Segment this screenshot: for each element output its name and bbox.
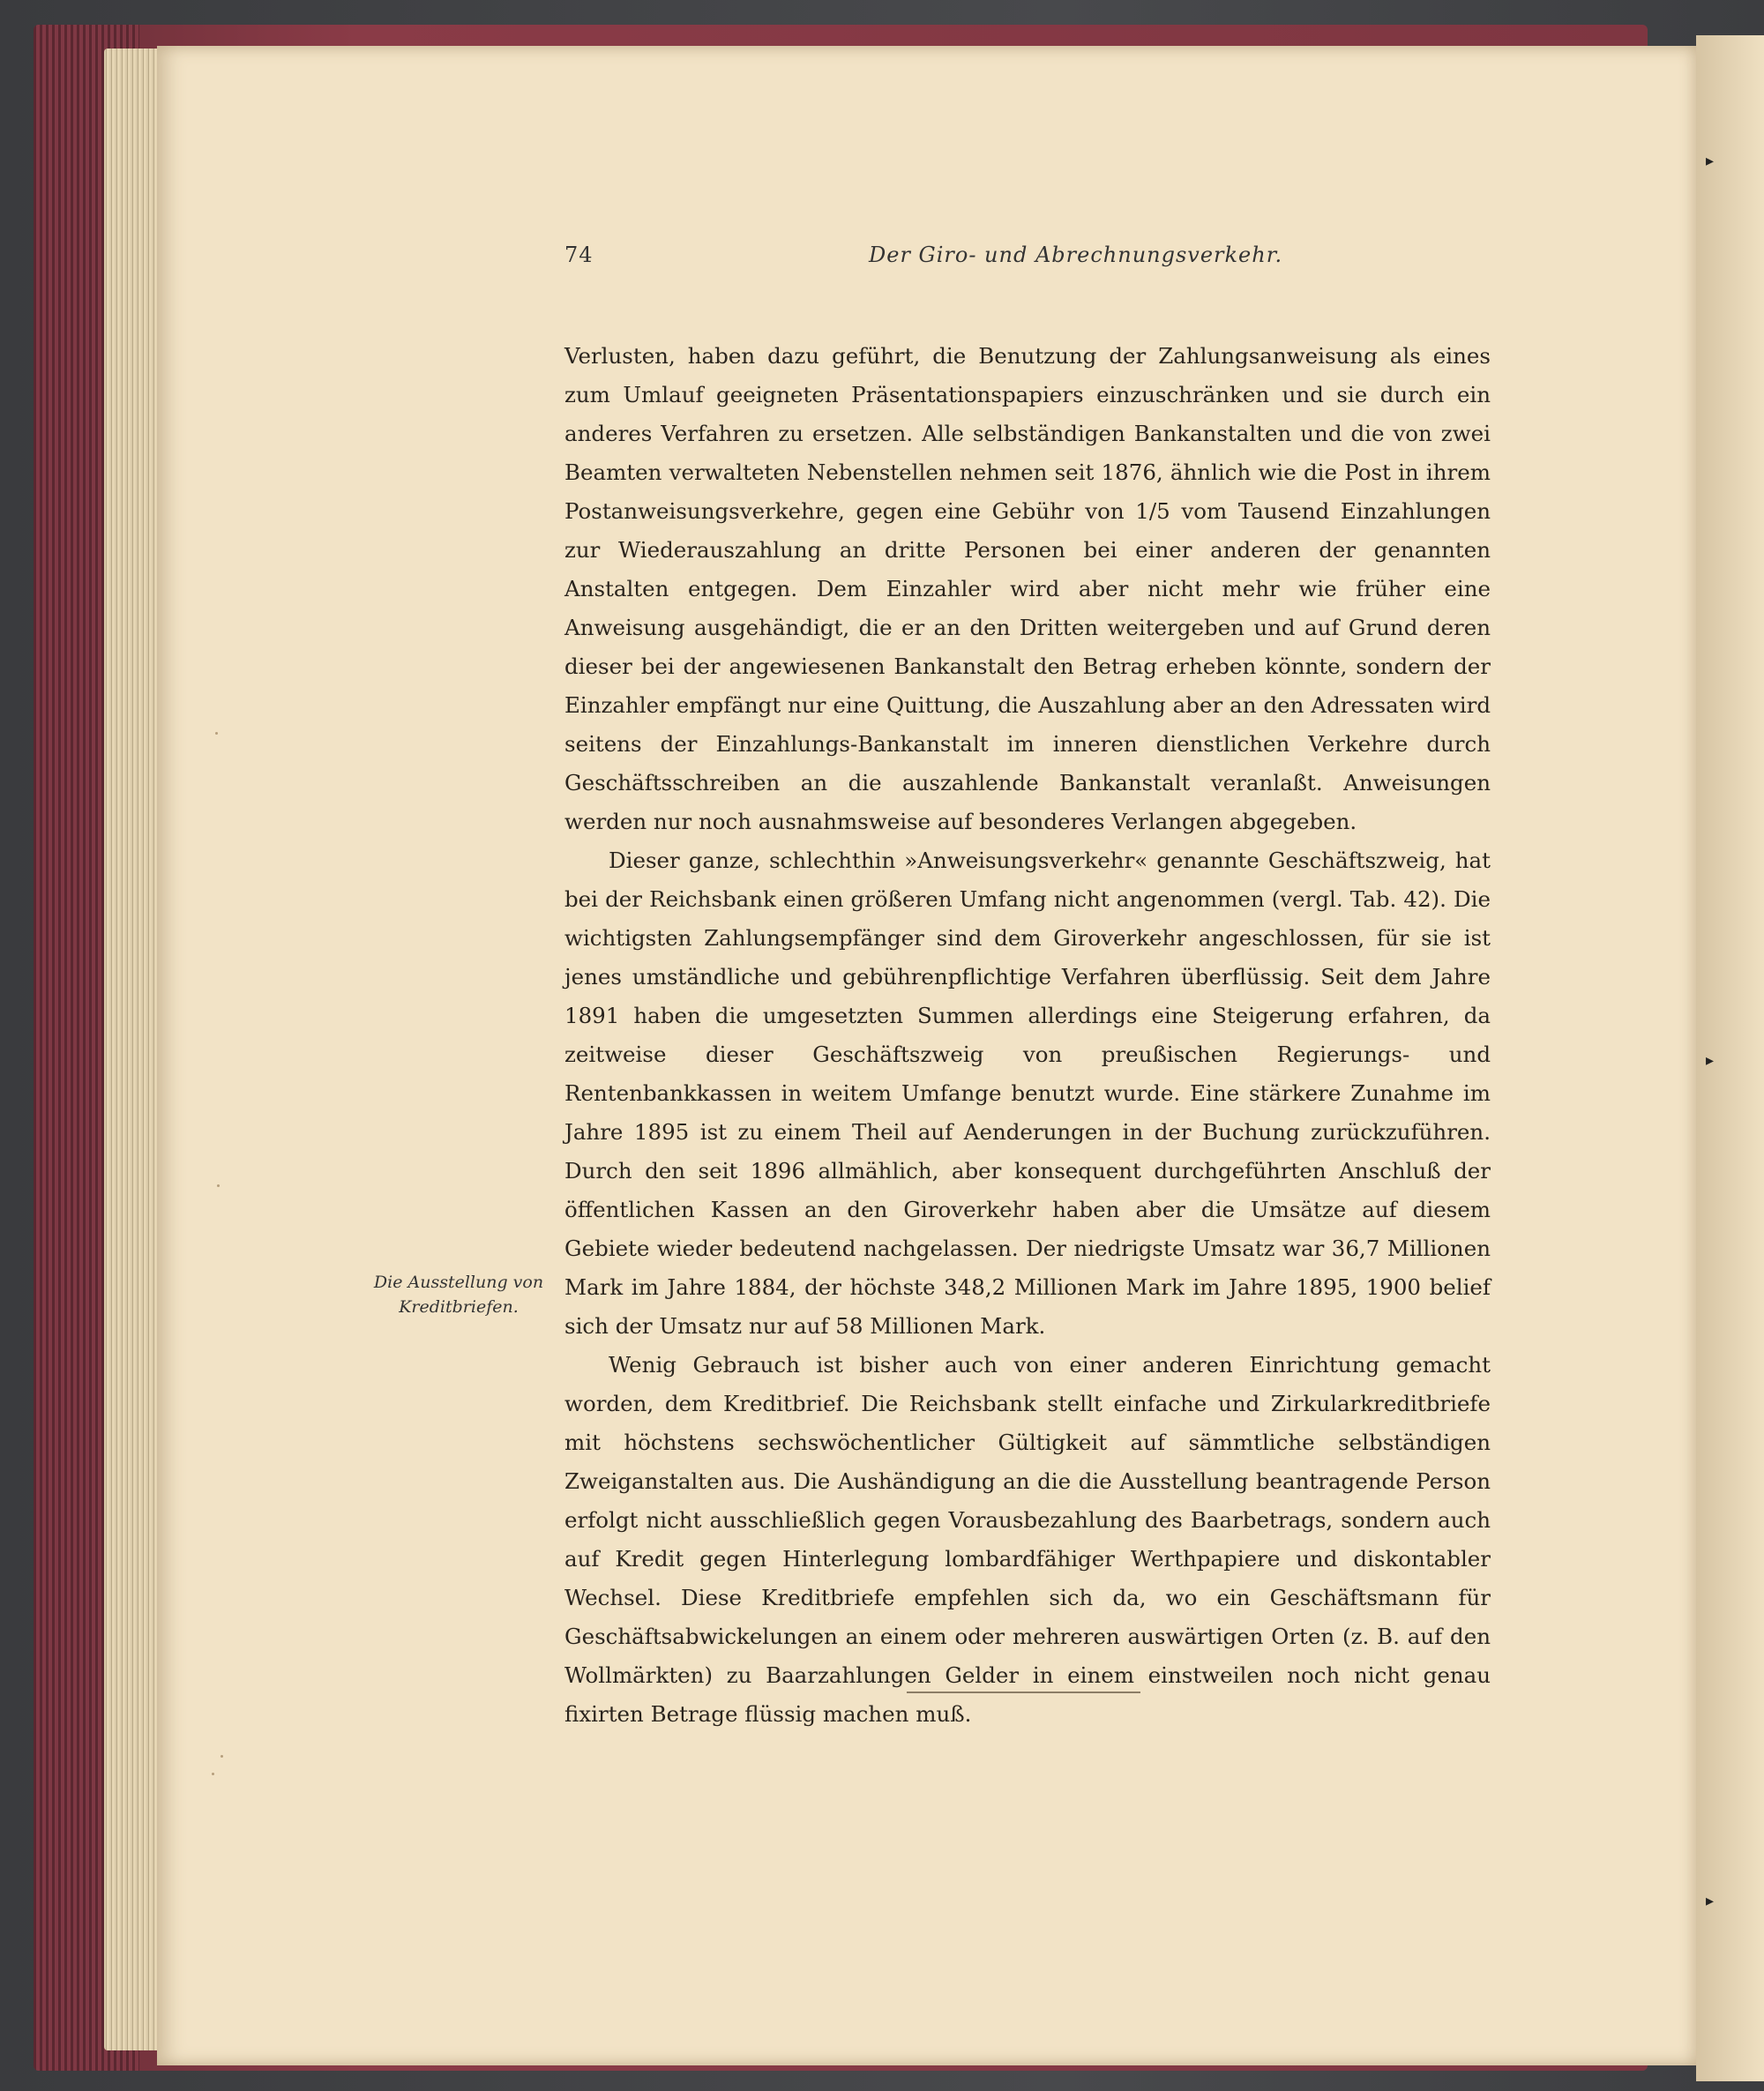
page-marker-mark: ▸ (1706, 152, 1715, 170)
running-head-title: Der Giro- und Abrechnungsverkehr. (869, 243, 1283, 267)
paper-speck (217, 1184, 220, 1187)
page-marker-mark: ▸ (1706, 1051, 1715, 1070)
running-header (564, 243, 1499, 278)
section-divider-rule (907, 1691, 1140, 1693)
body-text (564, 337, 1491, 1734)
page-number: 74 (564, 243, 594, 267)
page-marker-mark: ▸ (1706, 1892, 1715, 1910)
paper-speck (215, 732, 218, 735)
paper-speck (212, 1773, 214, 1775)
paragraph: Dieser ganze, schlechthin »Anweisungsverkehr« genannte Geschäftszweig, hat bei der Reichsbank einen größeren Umfang nicht angenommen (vergl. Tab. 42). Die wichtigsten Zahlungsempfänger sind dem Giroverkehr angeschlossen, für sie ist jenes umständliche und gebührenpflichtige Verfahren überflüssig. Seit dem Jahre 1891 haben die umgesetzten Summen allerdings eine Steigerung erfahren, da zeitweise dieser Geschäftszweig von preußischen Regierungs- und Rentenbankkassen in weitem Umfange benutzt wurde. Eine stärkere Zunahme im Jahre 1895 ist zu einem Theil auf Aenderungen in der Buchung zurückzuführen. Durch den seit 1896 allmählich, aber konsequent durchgeführten Anschluß der öffentlichen Kassen an den Giroverkehr haben aber die Umsätze auf diesem Gebiete wieder bedeutend nachgelassen. Der niedrigste Umsatz war 36,7 Millionen Mark im Jahre 1884, der höchste 348,2 Millionen Mark im Jahre 1895, 1900 belief sich der Umsatz nur auf 58 Millionen Mark. (564, 848, 1491, 1339)
paper-speck (220, 1755, 223, 1758)
margin-note: Die Ausstellung von Kreditbriefen. (373, 1273, 544, 1317)
paragraph: Wenig Gebrauch ist bisher auch von einer anderen Einrichtung gemacht worden, dem Kreditbrief. Die Reichsbank stellt einfache und Zirkularkreditbriefe mit höchstens sechswöchentlicher Gültigkeit auf sämmtliche selbständigen Zweiganstalten aus. Die Aushändigung an die die Ausstellung beantragende Person erfolgt nicht ausschließlich gegen Vorausbezahlung des Baarbetrags, sondern auch auf Kredit gegen Hinterlegung lombardfähiger Werthpapiere und diskontabler Wechsel. Diese Kreditbriefe empfehlen sich da, wo ein Geschäftsmann für Geschäftsabwickelungen an einem oder mehreren auswärtigen Orten (z. B. auf den Wollmärkten) zu Baarzahlungen Gelder in einem einstweilen noch nicht genau fixirten Betrage flüssig machen muß. (564, 1352, 1491, 1727)
paragraph: Verlusten, haben dazu geführt, die Benutzung der Zahlungsanweisung als eines zum Umlauf geeigneten Präsentationspapiers einzuschränken und sie durch ein anderes Verfahren zu ersetzen. Alle selbständigen Bankanstalten und die von zwei Beamten verwalteten Nebenstellen nehmen seit 1876, ähnlich wie die Post in ihrem Postanweisungsverkehre, gegen eine Gebühr von 1/5 vom Tausend Einzahlungen zur Wiederauszahlung an dritte Personen bei einer anderen der genannten Anstalten entgegen. Dem Einzahler wird aber nicht mehr wie früher eine Anweisung ausgehändigt, die er an den Dritten weitergeben und auf Grund deren dieser bei der angewiesenen Bankanstalt den Betrag erheben könnte, sondern der Einzahler empfängt nur eine Quittung, die Auszahlung aber an den Adressaten wird seitens der Einzahlungs-Bankanstalt im inneren dienstlichen Verkehre durch Geschäftsschreiben an die auszahlende Bankanstalt veranlaßt. Anweisungen werden nur noch ausnahmsweise auf besonderes Verlangen abgegeben. (564, 343, 1491, 834)
